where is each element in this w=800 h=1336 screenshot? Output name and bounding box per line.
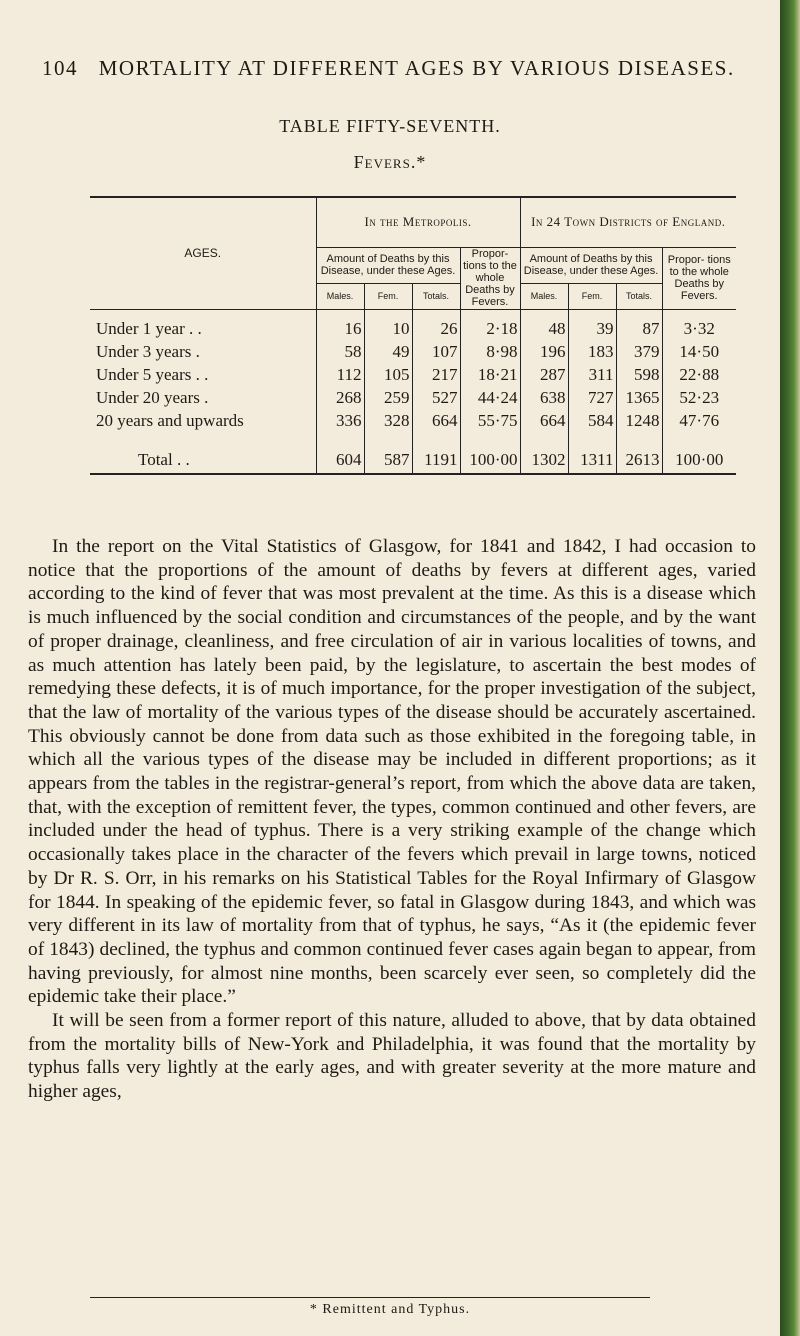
dist-males-cell: 196 xyxy=(520,340,568,363)
age-label: Under 20 years . xyxy=(90,386,316,409)
table-title: TABLE FIFTY-SEVENTH. xyxy=(279,116,501,136)
metro-amount-header: Amount of Deaths by this Disease, under these Ages. xyxy=(316,247,460,283)
dist-totals-cell: 598 xyxy=(616,363,662,386)
dist-totals-cell: 1248 xyxy=(616,409,662,432)
metro-males-header: Males. xyxy=(316,283,364,309)
metro-proportion-header: Propor- tions to the whole Deaths by Fevers. xyxy=(460,247,520,309)
table-subtitle: Fevers.* xyxy=(353,152,427,172)
book-spine-edge xyxy=(780,0,800,1336)
dist-totals-cell: 379 xyxy=(616,340,662,363)
footnote-rule xyxy=(90,1297,650,1298)
metro-totals-cell: 107 xyxy=(412,340,460,363)
total-label: Total . . xyxy=(90,446,316,474)
table-row xyxy=(90,340,736,363)
dist-fem-cell: 311 xyxy=(568,363,616,386)
running-title: MORTALITY AT DIFFERENT AGES BY VARIOUS DISEASES. xyxy=(98,56,735,80)
age-label: 20 years and upwards xyxy=(90,409,316,432)
age-label: Under 5 years . . xyxy=(90,363,316,386)
dist-males-header: Males. xyxy=(520,283,568,309)
table-row xyxy=(90,386,736,409)
paragraph: It will be seen from a former report of this nature, alluded to above, that by data obtained from the mortality bills of New-York and Philadelphia, it was found that the mortality by typhus falls very lightly at the early ages, and with greater severity at the more mature and higher ages, xyxy=(28,1010,756,1103)
dist-fem-header: Fem. xyxy=(568,283,616,309)
paragraph: In the report on the Vital Statistics of Glasgow, for 1841 and 1842, I had occasion to notice that the proportions of the amount of deaths by fevers at different ages, varied according to the kind of fever that was most prevalent at the time. As this is a disease which is much influenced by the social condition and circumstances of the people, and by the want of proper drainage, cleanliness, and free circulation of air in various localities of towns, and as much attention has lately been paid, by the legislature, to ascertain the best modes of remedying these defects, it is of much importance, for the proper investigation of the subject, that the law of mortality of the various types of the disease should be accurately ascertained. This obviously cannot be done from data such as those exhibited in the foregoing table, in which all the various types of the disease may be included in different proportions; as it appears from the tables in the registrar-general’s report, from which the above data are taken, that, with the exception of remittent fever, the types, common continued and other fevers, are included under the head of typhus. There is a very striking example of the change which occasionally takes place in the character of the fevers which prevail in large towns, noticed by Dr R. S. Orr, in his remarks on his Statistical Tables for the Royal Infirmary of Glasgow for 1844. In speaking of the epidemic fever, so fatal in Glasgow during 1843, and which was very different in its law of mortality from that of typhus, he says, “As it (the epidemic fever of 1843) declined, the typhus and common continued fever cases again began to appear, from having previously, for almost nine months, been scarcely ever seen, so completely did the epidemic take their place.” xyxy=(28,536,756,1008)
metro-totals-total: 1191 xyxy=(412,446,460,474)
dist-totals-cell: 1365 xyxy=(616,386,662,409)
dist-amount-header: Amount of Deaths by this Disease, under these Ages. xyxy=(520,247,662,283)
metro-fem-header: Fem. xyxy=(364,283,412,309)
dist-fem-cell: 584 xyxy=(568,409,616,432)
metro-males-cell: 112 xyxy=(316,363,364,386)
dist-proportion-cell: 47·76 xyxy=(679,410,720,430)
dist-males-cell: 287 xyxy=(520,363,568,386)
metro-proportion-cell: 44·24 xyxy=(460,386,520,409)
metro-males-total: 604 xyxy=(316,446,364,474)
table-row xyxy=(90,409,736,432)
dist-fem-cell: 727 xyxy=(568,386,616,409)
metro-fem-total: 587 xyxy=(364,446,412,474)
metro-males-cell: 58 xyxy=(316,340,364,363)
dist-males-cell: 638 xyxy=(520,386,568,409)
metro-proportion-total: 100·00 xyxy=(460,446,520,474)
metropolis-header: In the Metropolis. xyxy=(316,197,520,247)
ages-header: AGES. xyxy=(90,197,316,309)
dist-males-cell: 48 xyxy=(520,317,568,340)
table-row xyxy=(90,317,736,340)
dist-males-cell: 664 xyxy=(520,409,568,432)
metro-totals-cell: 664 xyxy=(412,409,460,432)
body-text xyxy=(28,535,756,1104)
dist-fem-cell: 39 xyxy=(568,317,616,340)
metro-totals-cell: 26 xyxy=(412,317,460,340)
dist-proportion-total: 100·00 xyxy=(662,446,736,474)
dist-totals-header: Totals. xyxy=(616,283,662,309)
dist-proportion-cell: 52·23 xyxy=(679,387,720,407)
mortality-table xyxy=(90,196,736,475)
metro-fem-cell: 259 xyxy=(364,386,412,409)
metro-fem-cell: 328 xyxy=(364,409,412,432)
dist-totals-total: 2613 xyxy=(616,446,662,474)
dist-fem-cell: 183 xyxy=(568,340,616,363)
metro-fem-cell: 105 xyxy=(364,363,412,386)
metro-totals-header: Totals. xyxy=(412,283,460,309)
metro-males-cell: 268 xyxy=(316,386,364,409)
dist-fem-total: 1311 xyxy=(568,446,616,474)
metro-proportion-cell: 8·98 xyxy=(460,340,520,363)
running-header xyxy=(42,56,762,81)
dist-males-total: 1302 xyxy=(520,446,568,474)
page-number: 104 xyxy=(42,56,78,80)
age-label: Under 3 years . xyxy=(90,340,316,363)
metro-proportion-cell: 18·21 xyxy=(460,363,520,386)
dist-proportion-cell: 14·50 xyxy=(679,341,720,361)
districts-header: In 24 Town Districts of England. xyxy=(520,197,736,247)
table-total-row xyxy=(90,446,736,474)
metro-males-cell: 16 xyxy=(316,317,364,340)
metro-fem-cell: 49 xyxy=(364,340,412,363)
metro-males-cell: 336 xyxy=(316,409,364,432)
footnote: * Remittent and Typhus. xyxy=(309,1302,471,1317)
metro-totals-cell: 217 xyxy=(412,363,460,386)
metro-totals-cell: 527 xyxy=(412,386,460,409)
dist-totals-cell: 87 xyxy=(616,317,662,340)
dist-proportion-header: Propor- tions to the whole Deaths by Fevers. xyxy=(662,247,736,309)
metro-proportion-cell: 2·18 xyxy=(460,317,520,340)
table-row xyxy=(90,363,736,386)
metro-fem-cell: 10 xyxy=(364,317,412,340)
metro-proportion-cell: 55·75 xyxy=(460,409,520,432)
dist-proportion-cell: 22·88 xyxy=(679,364,720,384)
age-label: Under 1 year . . xyxy=(90,317,316,340)
dist-proportion-cell: 3·32 xyxy=(683,318,715,338)
